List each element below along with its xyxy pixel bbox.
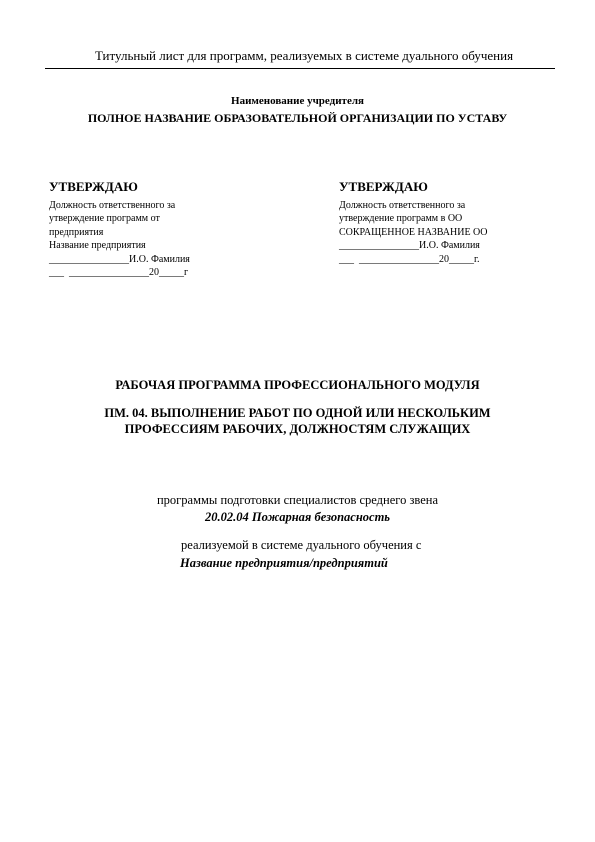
approval-line: СОКРАЩЕННОЕ НАЗВАНИЕ ОО <box>339 226 488 238</box>
dual-education-line: реализуемой в системе дуального обучения с <box>181 538 422 552</box>
approval-signature-line: ________________И.О. Фамилия <box>49 253 190 265</box>
specialty-code: 20.02.04 Пожарная безопасность <box>204 510 391 524</box>
approval-line: Должность ответственного за <box>49 199 176 211</box>
specialist-program-line: программы подготовки специалистов среднего звена <box>156 493 439 507</box>
organization-full-name: ПОЛНОЕ НАЗВАНИЕ ОБРАЗОВАТЕЛЬНОЙ ОРГАНИЗАЦИИ ПО УСТАВУ <box>87 111 508 125</box>
approval-date-line: ___ ________________20_____г <box>49 267 189 278</box>
approval-date-line: ___ ________________20_____г. <box>339 253 480 265</box>
approval-line: Название предприятия <box>49 240 146 251</box>
founder-label: Наименование учредителя <box>231 95 364 107</box>
module-title-line: ПРОФЕССИЯМ РАБОЧИХ, ДОЛЖНОСТЯМ СЛУЖАЩИХ <box>124 422 471 436</box>
approval-title: УТВЕРЖДАЮ <box>49 179 138 194</box>
approval-line: утверждение программ в ОО <box>339 213 463 224</box>
module-title-line: ПМ. 04. ВЫПОЛНЕНИЕ РАБОТ ПО ОДНОЙ ИЛИ НЕСКОЛЬКИМ <box>104 406 491 420</box>
approval-signature-line: ________________И.О. Фамилия <box>339 240 480 251</box>
module-title <box>60 405 535 437</box>
approval-block-enterprise <box>49 180 289 280</box>
approval-line: предприятия <box>49 226 104 238</box>
approval-title: УТВЕРЖДАЮ <box>339 179 428 194</box>
header-divider <box>45 68 555 69</box>
program-title: РАБОЧАЯ ПРОГРАММА ПРОФЕССИОНАЛЬНОГО МОДУЛЯ <box>115 378 480 392</box>
approval-line: Должность ответственного за <box>339 199 466 211</box>
company-name: Название предприятия/предприятий <box>180 556 388 570</box>
approval-block-organization <box>339 180 579 266</box>
page-header: Титульный лист для программ, реализуемых в системе дуального обучения <box>94 48 514 63</box>
approval-line: утверждение программ от <box>49 213 160 224</box>
